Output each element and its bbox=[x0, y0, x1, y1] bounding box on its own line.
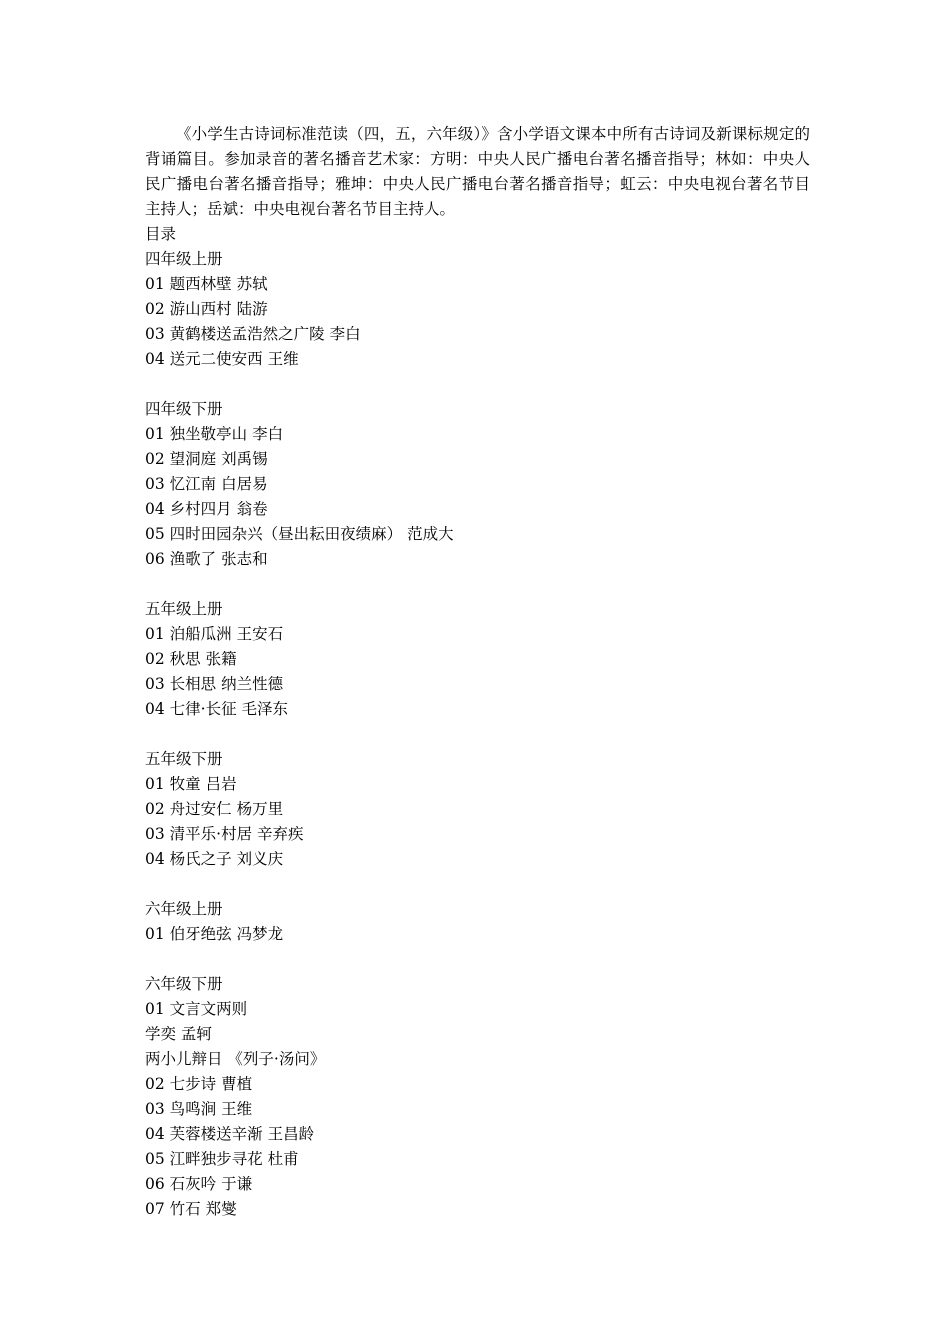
section-heading: 六年级上册 bbox=[145, 900, 223, 918]
list-item: 03 长相思 纳兰性德 bbox=[145, 675, 284, 693]
list-item: 02 舟过安仁 杨万里 bbox=[145, 800, 284, 818]
list-item: 两小儿辩日 《列子·汤问》 bbox=[145, 1050, 326, 1068]
intro-paragraph: 《小学生古诗词标准范读（四，五，六年级）》含小学语文课本中所有古诗词及新课标规定的背诵篇目。参加录音的著名播音艺术家：方明：中央人民广播电台著名播音指导；林如：中央人民广播电台著名播音指导；雅坤：中央人民广播电台著名播音指导；虹云：中央电视台著名节目主持人；岳斌：中央电视台著名节目主持人。 bbox=[145, 125, 810, 218]
list-item: 04 送元二使安西 王维 bbox=[145, 350, 299, 368]
list-item: 01 泊船瓜洲 王安石 bbox=[145, 625, 284, 643]
section-heading: 五年级上册 bbox=[145, 600, 223, 618]
list-item: 07 竹石 郑燮 bbox=[145, 1200, 237, 1218]
list-item: 03 鸟鸣涧 王维 bbox=[145, 1100, 253, 1118]
list-item: 01 文言文两则 bbox=[145, 1000, 248, 1018]
list-item: 04 乡村四月 翁卷 bbox=[145, 500, 268, 518]
list-item: 01 伯牙绝弦 冯梦龙 bbox=[145, 925, 284, 943]
section-heading: 四年级上册 bbox=[145, 250, 223, 268]
list-item: 02 秋思 张籍 bbox=[145, 650, 237, 668]
list-item: 04 杨氏之子 刘义庆 bbox=[145, 850, 284, 868]
list-item: 06 渔歌了 张志和 bbox=[145, 550, 268, 568]
toc-title: 目录 bbox=[145, 225, 177, 243]
section-grade4-vol2 bbox=[145, 397, 810, 572]
section-grade5-vol2 bbox=[145, 747, 810, 872]
section-heading: 六年级下册 bbox=[145, 975, 223, 993]
section-grade4-vol1 bbox=[145, 247, 810, 372]
section-grade6-vol1 bbox=[145, 897, 810, 947]
list-item: 01 牧童 吕岩 bbox=[145, 775, 237, 793]
section-grade5-vol1 bbox=[145, 597, 810, 722]
list-item: 02 七步诗 曹植 bbox=[145, 1075, 253, 1093]
list-item: 06 石灰吟 于谦 bbox=[145, 1175, 253, 1193]
list-item: 02 游山西村 陆游 bbox=[145, 300, 268, 318]
list-item: 04 七律·长征 毛泽东 bbox=[145, 700, 289, 718]
list-item: 03 忆江南 白居易 bbox=[145, 475, 268, 493]
list-item: 学奕 孟轲 bbox=[145, 1025, 212, 1043]
list-item: 03 黄鹤楼送孟浩然之广陵 李白 bbox=[145, 325, 361, 343]
list-item: 02 望洞庭 刘禹锡 bbox=[145, 450, 268, 468]
list-item: 01 题西林壁 苏轼 bbox=[145, 275, 268, 293]
document-body bbox=[145, 122, 810, 1222]
section-heading: 五年级下册 bbox=[145, 750, 223, 768]
list-item: 05 四时田园杂兴（昼出耘田夜绩麻） 范成大 bbox=[145, 525, 454, 543]
list-item: 01 独坐敬亭山 李白 bbox=[145, 425, 284, 443]
list-item: 04 芙蓉楼送辛渐 王昌龄 bbox=[145, 1125, 315, 1143]
section-heading: 四年级下册 bbox=[145, 400, 223, 418]
list-item: 03 清平乐·村居 辛弃疾 bbox=[145, 825, 304, 843]
section-grade6-vol2 bbox=[145, 972, 810, 1222]
list-item: 05 江畔独步寻花 杜甫 bbox=[145, 1150, 299, 1168]
